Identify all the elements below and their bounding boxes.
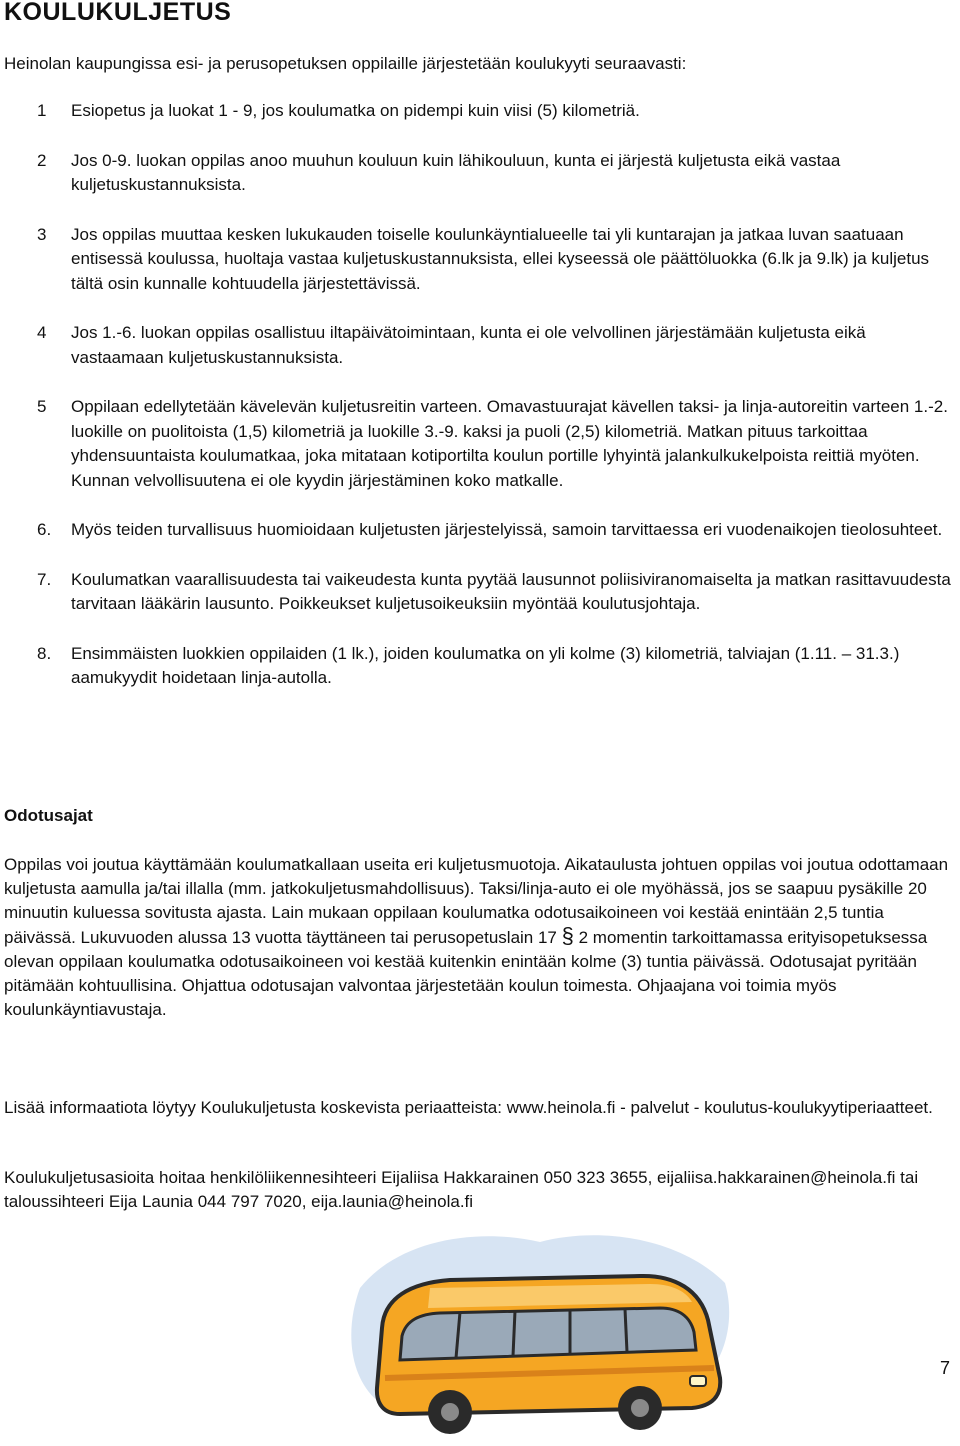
list-item-text: Jos 0-9. luokan oppilas anoo muuhun kouluun kuin lähikouluun, kunta ei järjestä kuljetusta eikä vastaa kuljetuskustannuksista. <box>71 150 841 194</box>
list-item-text: Ensimmäisten luokkien oppilaiden (1 lk.), joiden koulumatka on yli kolme (3) kilometriä, talviajan (1.11. – 31.3.) aamukyydit hoidetaan linja-autolla. <box>71 643 900 687</box>
list-item-number: 6. <box>37 520 52 539</box>
list-item-number: 4 <box>37 323 47 342</box>
list-item <box>0 642 960 691</box>
list-item <box>0 321 960 370</box>
rules-list <box>0 74 960 691</box>
list-item-text: Esiopetus ja luokat 1 - 9, jos koulumatka on pidempi kuin viisi (5) kilometriä. <box>71 101 640 120</box>
section-sign: § <box>561 923 574 949</box>
list-item-text: Myös teiden turvallisuus huomioidaan kuljetusten järjestelyissä, samoin tarvittaessa eri vuodenaikojen tieolosuhteet. <box>71 520 943 539</box>
waiting-text-part1: Oppilas voi joutua käyttämään koulumatkallaan useita eri kuljetusmuotoja. Aikataulusta johtuen oppilas voi joutua odottamaan kuljetusta aamulla ja/tai illalla (mm. jatkokuljetusmahdollisuus). Taksi/linja-auto ei ole myöhässä, jos se saapuu pysäkille 20 minuutin kuluessa sovitusta ajasta. Lain mukaan oppilaan koulumatka odotusaikoineen voi kestää enintään 2,5 tuntia päivässä. Lukuvuoden alussa 13 vuotta täyttäneen tai perusopetuslain 17 <box>4 855 949 948</box>
list-item-number: 7. <box>37 569 52 589</box>
waiting-times-heading: Odotusajat <box>4 806 93 825</box>
list-item <box>0 518 960 543</box>
page-title: KOULUKULJETUS <box>4 0 232 26</box>
list-item <box>0 99 960 124</box>
list-item-number: 3 <box>37 224 47 244</box>
list-item <box>0 223 960 297</box>
list-item-number: 1 <box>37 101 47 120</box>
intro-paragraph: Heinolan kaupungissa esi- ja perusopetuksen oppilaille järjestetään koulukyyti seuraavasti: <box>4 54 687 73</box>
list-item-text: Koulumatkan vaarallisuudesta tai vaikeudesta kunta pyytää lausunnot poliisiviranomaiselta ja matkan rasittavuudesta tarvitaan lääkärin lausunto. Poikkeukset kuljetusoikeuksiin myöntää koulutusjohtaja. <box>71 569 951 613</box>
waiting-text-part2: 2 momentin tarkoittamassa erityisopetuksessa olevan oppilaan koulumatka odotusaikoineen voi kestää kuitenkin enintään kolme (3) tuntia päivässä. Odotusajat pyritään pitämään kohtuullisina. Ohjattua odotusajan valvontaa järjestetään koulun toimesta. Ohjaajana voi toimia myös koulunkäyntiavustaja. <box>4 928 928 1019</box>
list-item-text: Jos 1.-6. luokan oppilas osallistuu iltapäivätoimintaan, kunta ei ole velvollinen järjestämään kuljetusta eikä vastaamaan kuljetuskustannuksista. <box>71 323 866 367</box>
list-item <box>0 149 960 198</box>
list-item-number: 5 <box>37 397 47 416</box>
list-item <box>0 568 960 617</box>
school-bus-icon <box>340 1228 740 1446</box>
list-item-text: Jos oppilas muuttaa kesken lukukauden toiselle koulunkäyntialueelle tai yli kuntarajan ja jatkaa luvan saatuaan entisessä koulussa, huoltaja vastaa kuljetuskustannuksista, ellei kyseessä ole päättöluokka (6.lk ja 9.lk) ja kuljetus tältä osin kunnalle kohtuudella järjestettävissä. <box>71 224 930 293</box>
bus-windows <box>400 1308 696 1360</box>
list-item-number: 8. <box>37 643 52 663</box>
list-item-number: 2 <box>37 150 47 170</box>
page-number: 7 <box>940 1358 951 1378</box>
waiting-times-paragraph <box>4 853 959 1022</box>
list-item-text: Oppilaan edellytetään kävelevän kuljetusreitin varteen. Omavastuurajat kävellen taksi- ja linja-autoreitin varteen 1.-2. luokille on puolitoista (1,5) kilometriä ja luokille 3.-9. kaksi ja puoli (2,5) kilometriä. Matkan pituus tarkoittaa yhdensuuntaista koulumatkaa, joka mitataan kotiportilta koulun portille lyhyintä jalankulkukelpoista reittiä myöten. Kunnan velvollisuutena ei ole kyydin järjestäminen koko matkalle. <box>71 397 948 490</box>
bus-headlight <box>690 1376 706 1386</box>
more-info-paragraph: Lisää informaatiota löytyy Koulukuljetusta koskevista periaatteista: www.heinola.fi - palvelut - koulutus-koulukyytiperiaatteet. <box>4 1098 933 1117</box>
list-item <box>0 395 960 493</box>
contact-paragraph: Koulukuljetusasioita hoitaa henkilöliikennesihteeri Eijaliisa Hakkarainen 050 323 3655, eijaliisa.hakkarainen@heinola.fi tai taloussihteeri Eija Launia 044 797 7020, eija.launia@heinola.fi <box>4 1168 919 1211</box>
